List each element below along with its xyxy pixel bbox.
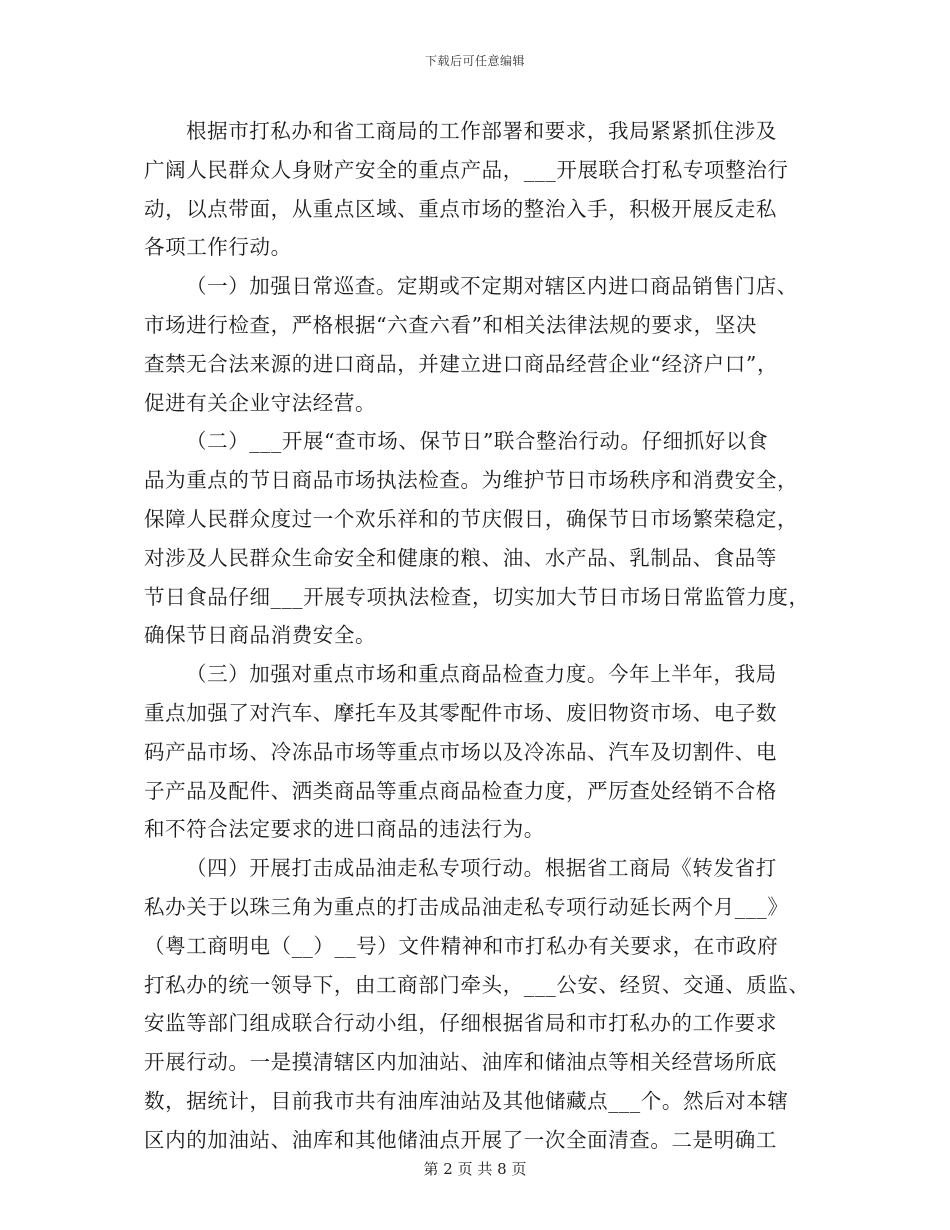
text-line: 对涉及人民群众生命安全和健康的粮、油、水产品、乳制品、食品等: [144, 545, 777, 570]
text-line: 促进有关企业守法经营。: [144, 390, 377, 415]
text-line: 私办关于以珠三角为重点的打击成品油走私专项行动延长两个月___》: [144, 894, 789, 919]
document-body: [144, 112, 810, 1160]
text-line: 开展行动。一是摸清辖区内加油站、油库和储油点等相关经营场所底: [144, 1050, 777, 1075]
text-line: 确保节日商品消费安全。: [144, 623, 377, 648]
page-header-note: 下载后可任意编辑: [424, 54, 525, 68]
text-line: 数，据统计，目前我市共有油库油站及其他储藏点___个。然后对本辖: [144, 1088, 789, 1113]
text-line: 安监等部门组成联合行动小组，仔细根据省局和市打私办的工作要求: [144, 1011, 777, 1036]
text-line: 码产品市场、冷冻品市场等重点市场以及冷冻品、汽车及切割件、电: [144, 739, 777, 764]
text-line: 市场进行检查，严格根据“六查六看”和相关法律法规的要求，坚决: [144, 312, 757, 337]
text-line: 各项工作行动。: [144, 235, 292, 260]
text-line: 子产品及配件、洒类商品等重点商品检查力度，严厉查处经销不合格: [144, 778, 777, 803]
text-line: 保障人民群众度过一个欢乐祥和的节庆假日，确保节日市场繁荣稳定，: [144, 506, 799, 531]
text-line: 动，以点带面，从重点区域、重点市场的整治入手，积极开展反走私: [144, 196, 777, 221]
text-line: 重点加强了对汽车、摩托车及其零配件市场、废旧物资市场、电子数: [144, 700, 777, 725]
text-line: （三）加强对重点市场和重点商品检查力度。今年上半年，我局: [186, 662, 777, 687]
text-line: （粤工商明电（__）__号）文件精神和市打私办有关要求，在市政府: [144, 933, 779, 958]
text-line: （四）开展打击成品油走私专项行动。根据省工商局《转发省打: [186, 856, 777, 881]
text-line: 查禁无合法来源的进口商品，并建立进口商品经营企业“经济户口”，: [144, 351, 779, 376]
text-line: 根据市打私办和省工商局的工作部署和要求，我局紧紧抓住涉及: [186, 119, 777, 143]
text-line: 节日食品仔细___开展专项执法检查，切实加大节日市场日常监管力度，: [144, 584, 810, 609]
text-line: （一）加强日常巡查。定期或不定期对辖区内进口商品销售门店、: [186, 274, 798, 299]
text-line: 品为重点的节日商品市场执法检查。为维护节日市场秩序和消费安全，: [144, 468, 799, 493]
text-line: 打私办的统一领导下，由工商部门牵头，___公安、经贸、交通、质监、: [144, 972, 810, 997]
text-line: 广阔人民群众人身财产安全的重点产品，___开展联合打私专项整治行: [144, 157, 789, 182]
text-line: 和不符合法定要求的进口商品的违法行为。: [144, 817, 545, 842]
text-line: （二）___开展“查市场、保节日”联合整治行动。仔细抓好以食: [186, 429, 769, 454]
text-line: 区内的加油站、油库和其他储油点开展了一次全面清查。二是明确工: [144, 1127, 777, 1152]
page-number: 第 2 页 共 8 页: [423, 1160, 527, 1178]
